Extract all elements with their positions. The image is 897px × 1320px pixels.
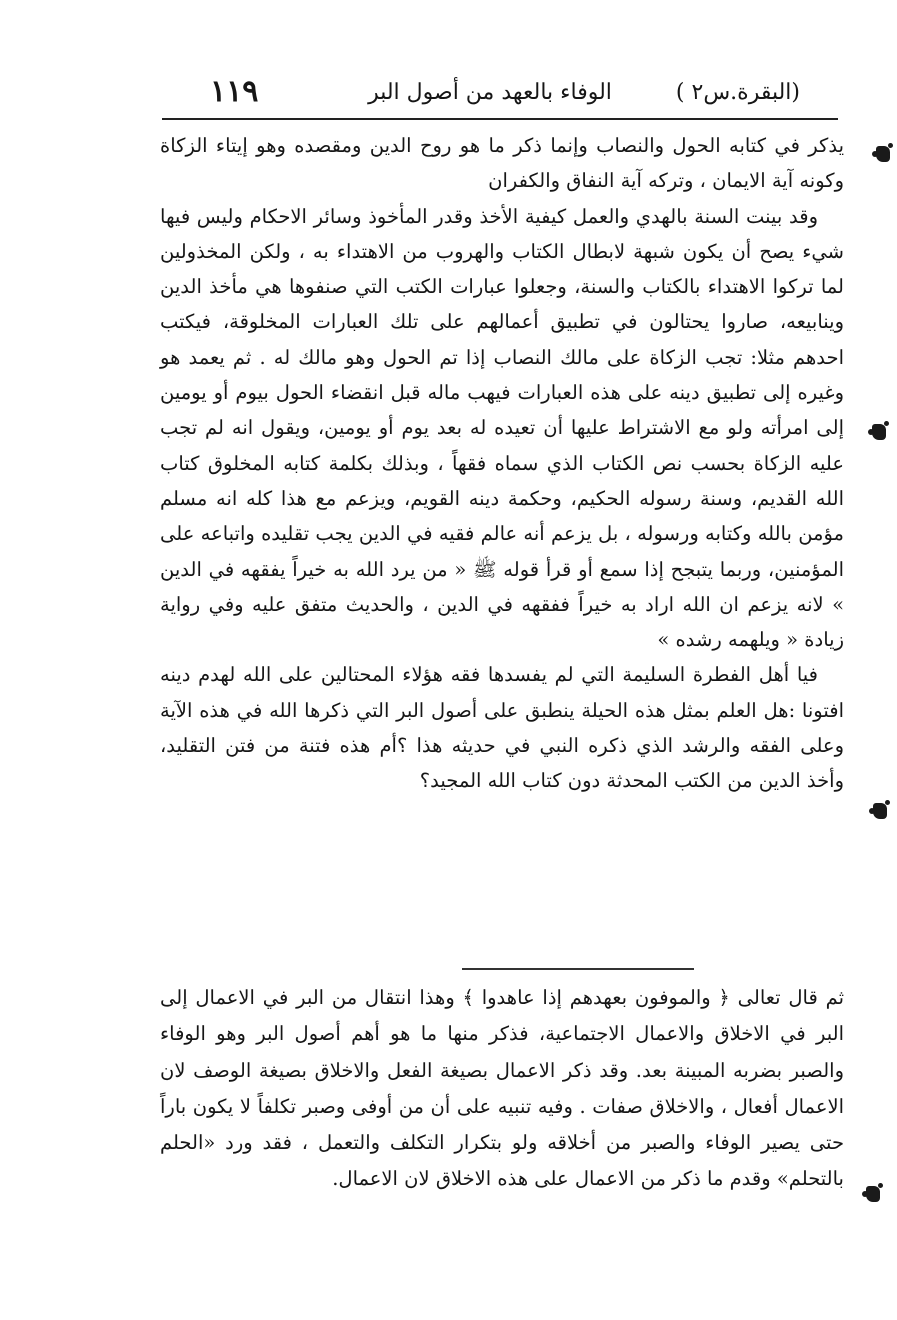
- header-rule: [162, 118, 838, 120]
- main-text: [160, 128, 844, 799]
- running-title: الوفاء بالعهد من أصول البر: [368, 80, 612, 105]
- paragraph: ثم قال تعالى ﴿ والموفون بعهدهم إذا عاهدوا ﴾ وهذا انتقال من البر في الاعمال إلى البر في الاخلاق والاعمال الاجتماعية، فذكر منها ما هو أهم أصول البر وهو الوفاء والصبر بضربه المبينة بعد. وقد ذكر الاعمال بصيغة الفعل والاخلاق بصيغة الوصف لان الاعمال أفعال ، والاخلاق صفات . وفيه تنبيه على أن من أوفى وصبر تكلفاً لا يكون باراً حتى يصير الوفاء والصبر من أخلاقه ولو بتكرار التكلف والتعمل ، فقد ورد «الحلم بالتحلم» وقدم ما ذكر من الاعمال على هذه الاخلاق لان الاعمال.: [160, 986, 844, 1191]
- paragraph: فيا أهل الفطرة السليمة التي لم يفسدها فقه هؤلاء المحتالين على الله لهدم دينه افتونا :هل العلم بمثل هذه الحيلة ينطبق على أصول البر التي ذكرها الله في هذه الآية وعلى الفقه والرشد الذي ذكره النبي في حديثه هذا ؟أم هذه فتنة من فتن التقليد، وأخذ الدين من الكتب المحدثة دون كتاب الله المجيد؟: [160, 663, 844, 793]
- margin-blot-icon: [873, 803, 887, 819]
- chapter-reference: (البقرة.س٢ ): [675, 80, 800, 105]
- margin-blot-icon: [872, 424, 886, 440]
- paragraph: يذكر في كتابه الحول والنصاب وإنما ذكر ما هو روح الدين ومقصده وهو إيتاء الزكاة وكونه آية الايمان ، وتركه آية النفاق والكفران: [160, 134, 844, 193]
- paragraph: وقد بينت السنة بالهدي والعمل كيفية الأخذ وقدر المأخوذ وسائر الاحكام وليس فيها شيء يصح أن يكون شبهة لابطال الكتاب والهروب من الاهتداء به ، ولكن المخذولين لما تركوا الاهتداء بالكتاب والسنة، وجعلوا عبارات الكتب التي صنفوها هي مأخذ الدين وينابيعه، صاروا يحتالون في تطبيق أعمالهم على تلك العبارات المخلوقة، فيكتب احدهم مثلا: تجب الزكاة على مالك النصاب إذا تم الحول وهو مالك له . ثم يعمد هو وغيره إلى تطبيق دينه على هذه العبارات فيهب ماله قبل انقضاء الحول بيوم أو يومين إلى امرأته ولو مع الاشتراط عليها أن تعيده له بعد يوم أو يومين، ويقول انه لم تجب عليه الزكاة بحسب نص الكتاب الذي سماه فقهاً ، وبذلك بكلمة كتابه المخلوق كتاب الله القديم، وسنة رسوله الحكيم، وحكمة دينه القويم، ويزعم مع هذا كله انه مسلم مؤمن بالله وكتابه ورسوله ، بل يزعم أنه عالم فقيه في الدين يجب تقليده واتباعه على المؤمنين، وربما يتبجح إذا سمع أو قرأ قوله ﷺ « من يرد الله به خيراً يفقهه في الدين » لانه يزعم ان الله اراد به خيراً ففقهه في الدين ، والحديث متفق عليه وفي رواية زيادة « ويلهمه رشده »: [160, 204, 844, 652]
- second-section-text: [160, 980, 844, 1198]
- margin-blot-icon: [876, 146, 890, 162]
- page-number: ١١٩: [210, 74, 259, 109]
- margin-blot-icon: [866, 1186, 880, 1202]
- section-divider: [462, 968, 694, 970]
- page-header: [150, 70, 840, 120]
